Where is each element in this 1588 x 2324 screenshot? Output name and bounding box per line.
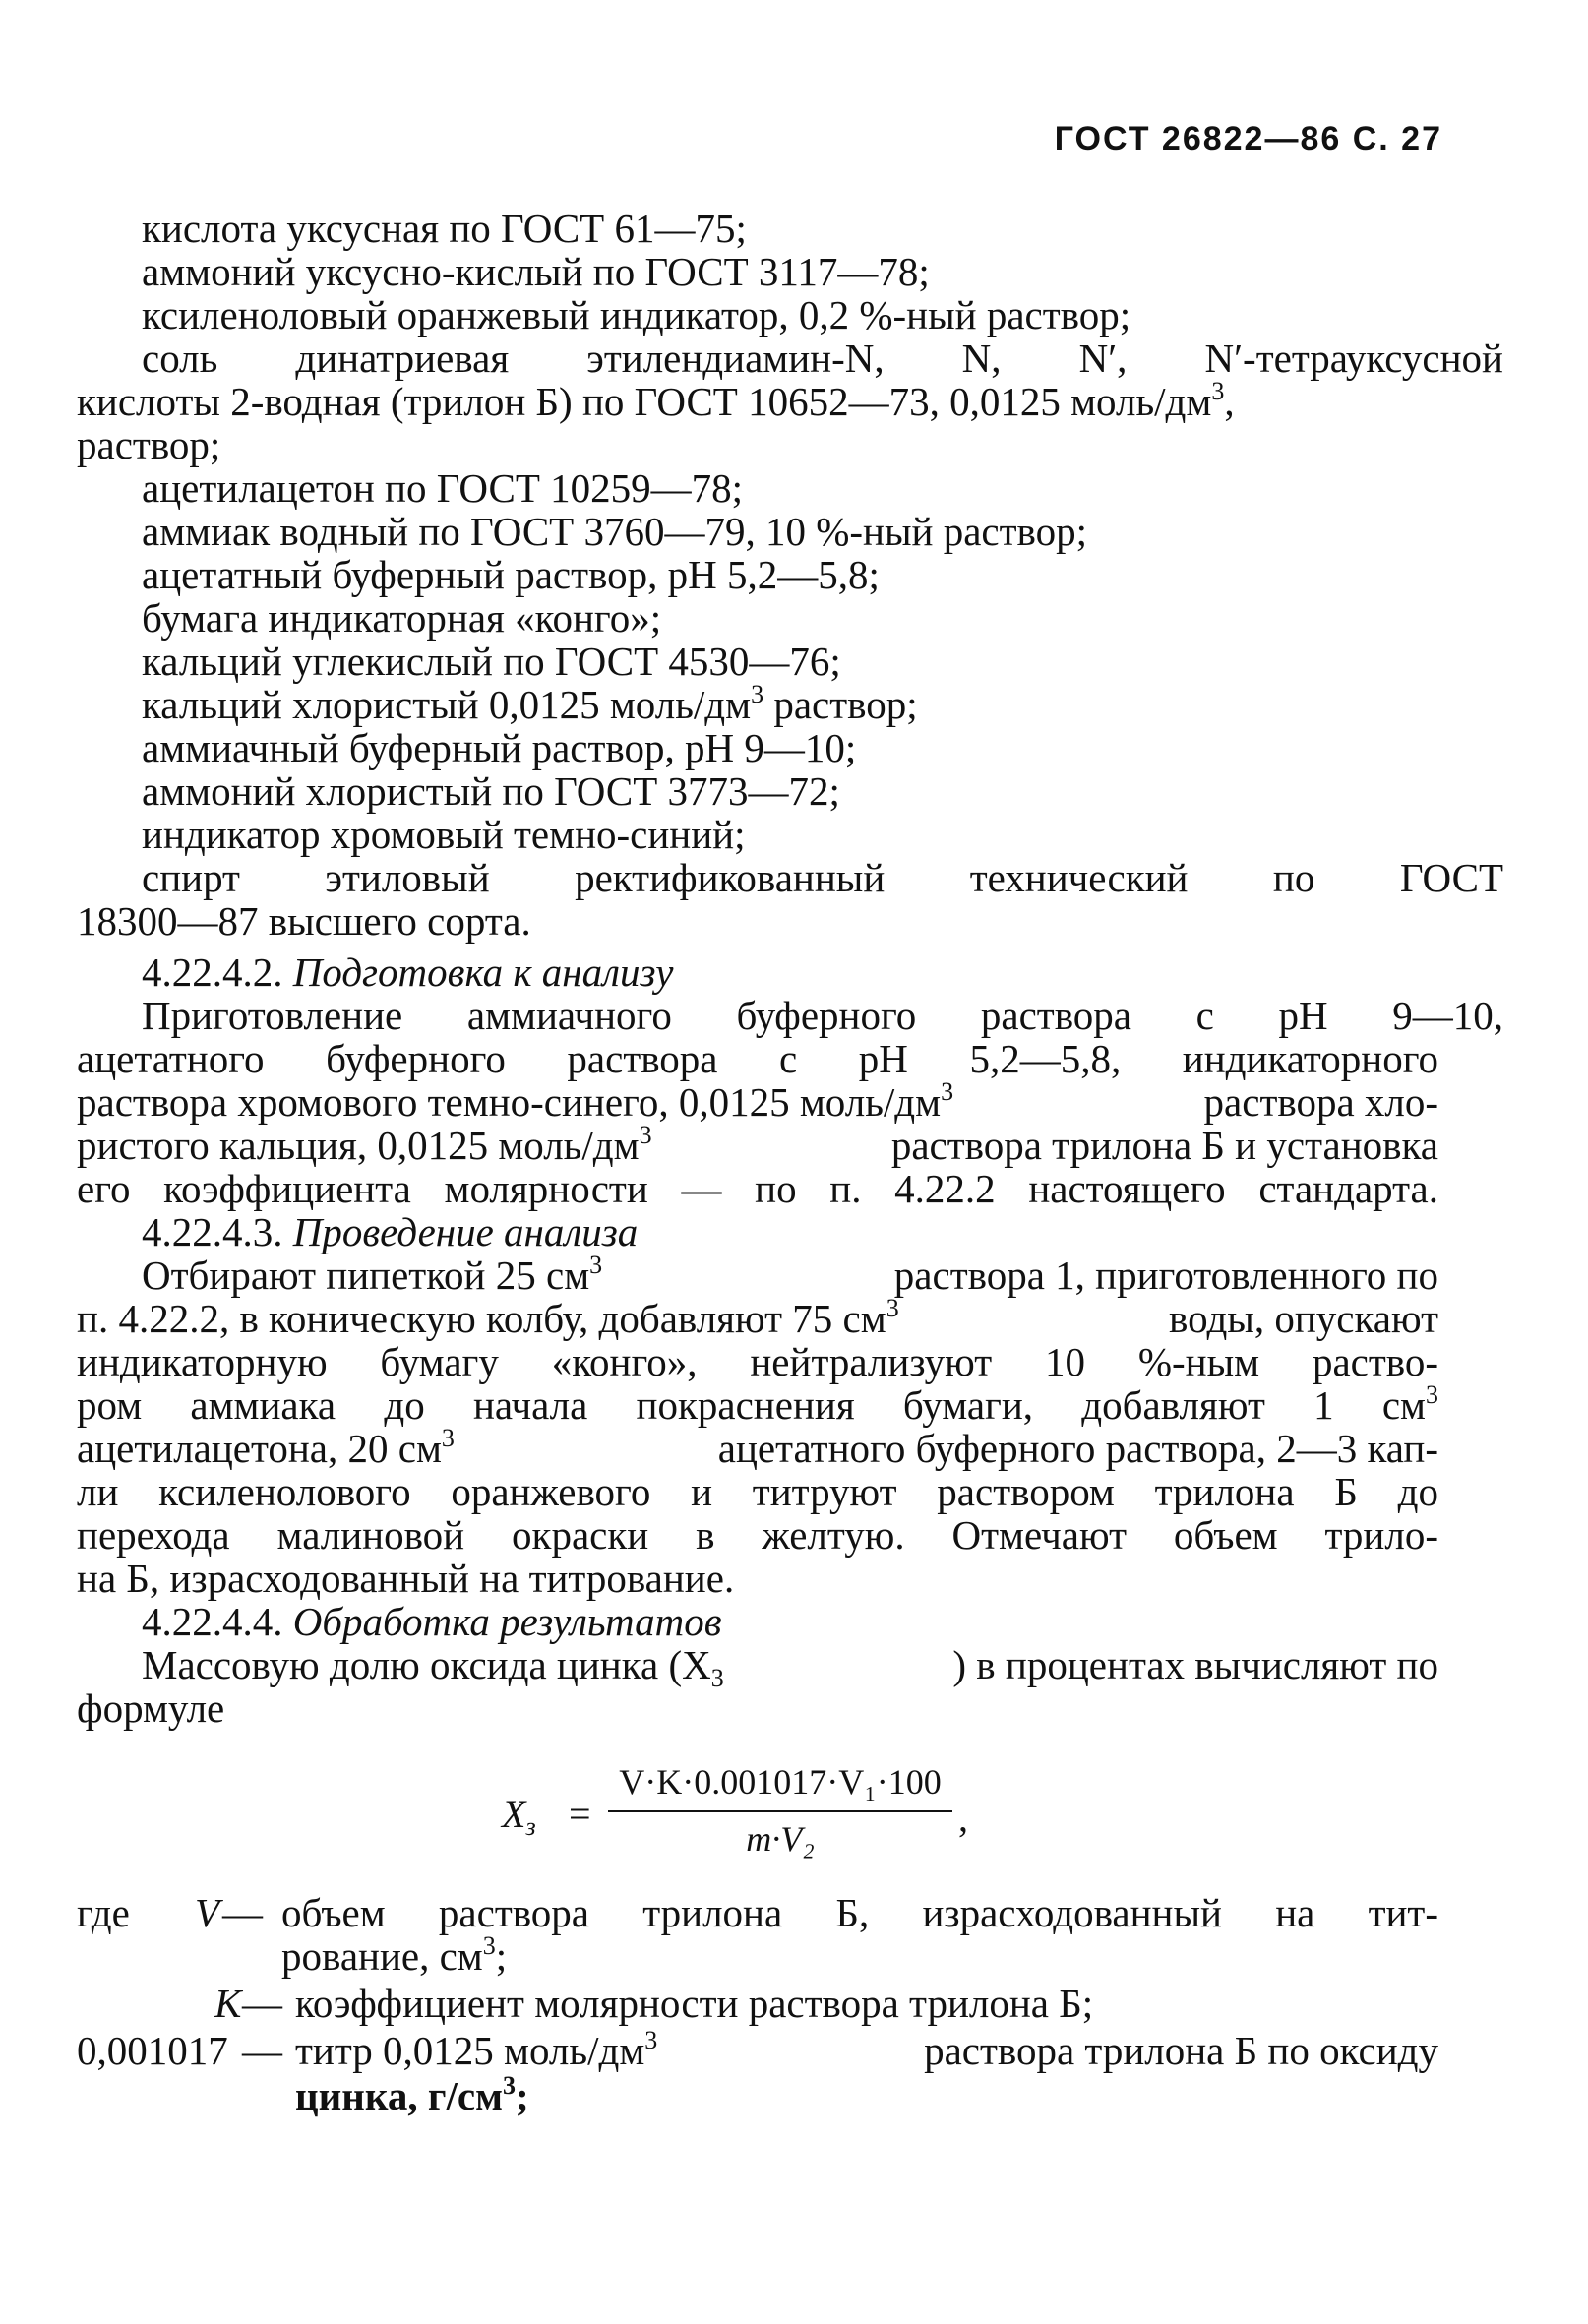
superscript: 3 [644,2026,658,2054]
punctuation: , [1224,379,1235,424]
reagent-text: раствор; [763,682,918,727]
subscript: з [525,1812,536,1841]
superscript: 3 [441,1424,455,1452]
paragraph-line: на Б, израсходованный на титрование. [77,1556,735,1601]
section-heading [77,950,1503,994]
paragraph-line: его коэффициента молярности — по п. 4.22.2 настоящего стандарта. [77,1166,1438,1211]
legend-symbol: 0,001017 [77,2028,228,2073]
reagent-line: индикатор хромовый темно-синий; [142,812,746,857]
text-run: Массовую долю оксида цинка (X [142,1642,711,1687]
legend-symbol: V [195,1890,220,1935]
text-run: Отбирают пипеткой 25 см [142,1253,590,1298]
superscript: 3 [589,1251,603,1279]
text-run: ацетилацетона, 20 см [77,1426,442,1471]
punctuation: ; [516,2073,529,2118]
legend-text: объем раствора трилона Б, израсходованный на тит- [281,1890,1438,1935]
text-run: титр 0,0125 моль/дм [295,2028,645,2073]
reagent-line: кальций углекислый по ГОСТ 4530—76; [142,639,841,684]
reagent-line [77,680,1503,727]
text-run: раствора хло- [1203,1079,1438,1125]
reagent-line: аммиачный буферный раствор, pH 9—10; [142,725,857,770]
legend-dash: — [242,1981,282,2026]
subscript: 3 [710,1664,724,1692]
section-number: 4.22.4.3. [142,1209,283,1254]
formula-numerator: V·K·0.001017·V₁·100 [619,1762,942,1802]
superscript: 3 [1426,1380,1438,1409]
text-run: п. 4.22.2, в коническую колбу, добавляют 75 см [77,1296,886,1341]
text-run [77,1294,899,1341]
section-heading [77,1600,1503,1643]
text-run [142,1642,724,1692]
paragraph-line: формуле [77,1685,225,1731]
text-run: раствора хромового темно-синего, 0,0125 моль/дм [77,1079,942,1125]
legend-text: коэффициент молярности раствора трилона Б; [295,1981,1094,2026]
text-run [142,1251,603,1298]
section-number: 4.22.4.2. [142,949,283,995]
paragraph-line: Приготовление аммиачного буферного раствора с pH 9—10, [142,993,1503,1038]
reagent-line [77,377,1438,424]
reagent-line: 18300—87 высшего сорта. [77,898,531,944]
text-run: раствора трилона Б по оксиду [924,2028,1438,2073]
text-run: рование, см [281,1933,483,1979]
legend-text [295,2027,1438,2074]
formula-denominator: m·V₂ [746,1819,815,1859]
section-heading [77,1210,1503,1254]
reagent-line: раствор; [77,422,221,467]
formula [492,1761,1004,1869]
text-run: ристого кальция, 0,0125 моль/дм [77,1123,640,1168]
reagent-text: кислоты 2-водная (трилон Б) по ГОСТ 10652—73, 0,0125 моль/дм [77,379,1212,424]
text-run [77,1121,652,1168]
paragraph-line [77,1642,1438,1692]
paragraph-line [77,1121,1438,1168]
reagent-line: спирт этиловый ректификованный технический по ГОСТ [142,855,1503,900]
formula-comma: , [958,1796,968,1840]
section-title: Обработка результатов [292,1599,722,1644]
section-title: Подготовка к анализу [292,949,674,995]
reagent-line: соль динатриевая этилендиамин-N, N, N′, N′-тетрауксусной [142,336,1503,381]
text-run [295,2027,657,2074]
paragraph-line [77,1424,1438,1471]
reagent-line: ксиленоловый оранжевый индикатор, 0,2 %-ный раствор; [142,292,1131,337]
text-run [77,1424,455,1471]
paragraph-line [77,1251,1438,1298]
formula-equals: = [569,1792,591,1836]
superscript: 3 [482,1931,496,1960]
reagent-line: кислота уксусная по ГОСТ 61—75; [142,206,747,251]
text-run: ) в процентах вычисляют по [952,1642,1438,1687]
text-run: ацетатного буферного раствора, 2—3 кап- [717,1426,1438,1471]
text-run: раствора 1, приготовленного по [893,1253,1438,1298]
text-run: раствора трилона Б и установка [890,1123,1438,1168]
text-run: цинка, г/см [295,2073,504,2118]
reagent-line: аммоний хлористый по ГОСТ 3773—72; [142,768,840,814]
paragraph-line [77,1380,1438,1428]
section-number: 4.22.4.4. [142,1599,283,1644]
text-run: воды, опускают [1169,1296,1438,1341]
paragraph-line [77,1294,1438,1341]
legend-text [281,1932,507,1980]
legend-text [295,2072,529,2119]
page-header: ГОСТ 26822—86 С. 27 [1054,120,1442,157]
superscript: 3 [886,1294,899,1322]
section-title: Проведение анализа [292,1209,639,1254]
legend-dash: — [242,2028,282,2073]
reagent-text: кальций хлористый 0,0125 моль/дм [142,682,752,727]
reagent-line: ацетатный буферный раствор, pH 5,2—5,8; [142,552,880,597]
text-run: ром аммиака до начала покраснения бумаги, добавляют 1 см [77,1382,1426,1428]
superscript: 3 [1211,377,1225,405]
reagent-line: бумага индикаторная «конго»; [142,595,662,641]
paragraph-line: ацетатного буферного раствора с pH 5,2—5,8, индикаторного [77,1036,1438,1081]
formula-lhs [502,1791,536,1841]
legend-dash: — [222,1890,263,1935]
superscript: 3 [751,680,764,708]
text-run [77,1077,954,1125]
punctuation: ; [495,1933,508,1979]
legend-symbol: K [214,1981,242,2026]
formula-symbol: X [502,1792,526,1836]
paragraph-line: индикаторную бумагу «конго», нейтрализуют 10 %-ным раство- [77,1339,1438,1384]
paragraph-line: ли ксиленолового оранжевого и титруют раствором трилона Б до [77,1469,1438,1514]
reagent-line: аммиак водный по ГОСТ 3760—79, 10 %-ный раствор; [142,509,1087,554]
paragraph-line [77,1077,1438,1125]
superscript: 3 [941,1077,954,1106]
fraction-bar [608,1810,952,1812]
superscript: 3 [639,1121,652,1149]
paragraph-line: перехода малиновой окраски в желтую. Отмечают объем трило- [77,1512,1438,1558]
legend-where: где [77,1890,130,1935]
reagent-line: ацетилацетон по ГОСТ 10259—78; [142,465,744,511]
reagent-line: аммоний уксусно-кислый по ГОСТ 3117—78; [142,249,930,294]
superscript: 3 [503,2071,517,2100]
